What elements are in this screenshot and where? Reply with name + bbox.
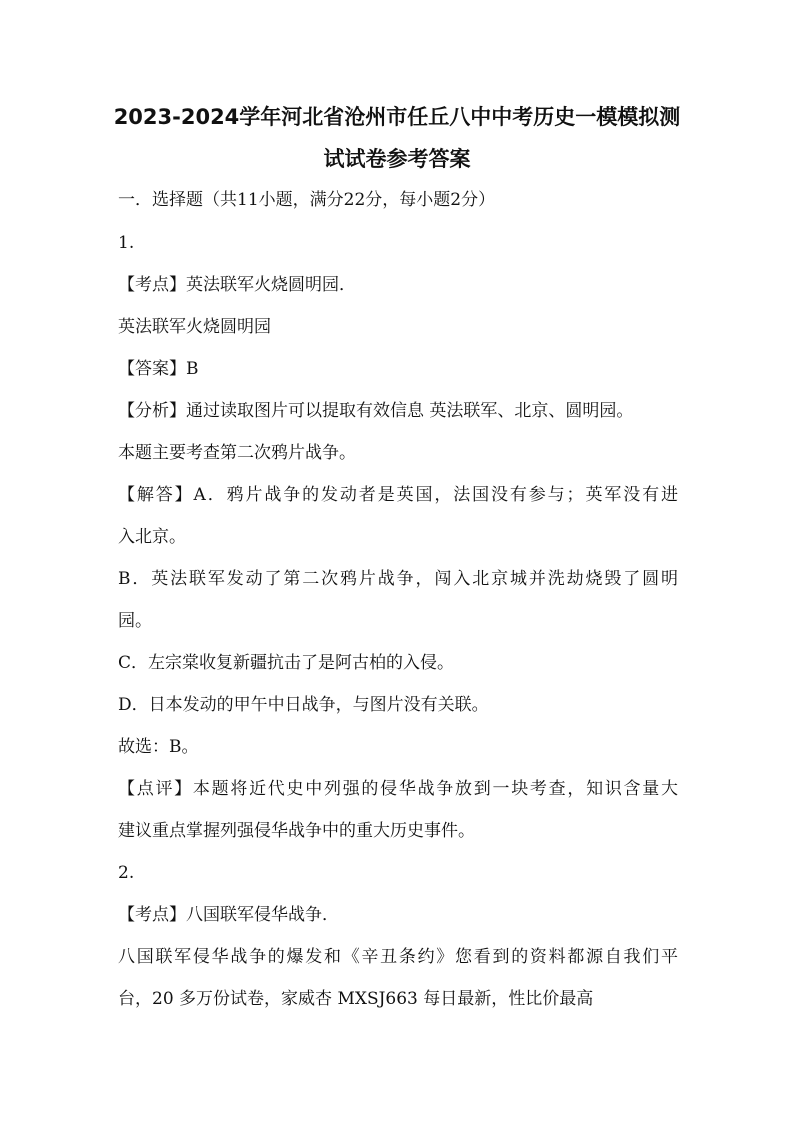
section-heading: 一．选择题（共11小题，满分22分，每小题2分） [118,190,496,210]
question-1-kaodian-detail: 英法联军火烧圆明园 [118,317,271,337]
question-1-analysis-line-2: 本题主要考查第二次鸦片战争。 [118,443,356,463]
question-1-option-d: D．日本发动的甲午中日战争，与图片没有关联。 [118,695,489,715]
document-title-line-2: 试试卷参考答案 [323,147,471,171]
question-2-number: 2. [118,863,135,883]
question-2-kaodian: 【考点】八国联军侵华战争． [118,905,339,925]
question-1-number: 1. [118,233,135,253]
question-1-option-b-line-1: B．英法联军发动了第二次鸦片战争，闯入北京城并洗劫烧毁了圆明 [118,569,678,589]
question-1-kaodian: 【考点】英法联军火烧圆明园． [118,275,356,295]
question-1-analysis-line-1: 【分析】通过读取图片可以提取有效信息 英法联军、北京、圆明园。 [118,401,634,421]
document-title-line-1: 2023-2024学年河北省沧州市任丘八中中考历史一模模拟测 [113,105,681,129]
question-1-option-b-line-2: 园。 [118,611,152,631]
question-1-option-c: C．左宗棠收复新疆抗击了是阿古柏的入侵。 [118,653,455,673]
question-2-detail-line-2: 台，20 多万份试卷，家威杏 MXSJ663 每日最新，性比价最高 [118,989,594,1009]
question-1-solution-line-2: 入北京。 [118,527,186,547]
question-1-answer: 【答案】B [118,359,199,379]
question-1-solution-line-1: 【解答】A．鸦片战争的发动者是英国，法国没有参与；英军没有进 [118,485,678,505]
question-1-comment-line-2: 建议重点掌握列强侵华战争中的重大历史事件。 [118,821,475,841]
question-2-detail-line-1: 八国联军侵华战争的爆发和《辛丑条约》您看到的资料都源自我们平 [118,947,678,967]
question-1-choice: 故选：B。 [118,737,199,757]
question-1-comment-line-1: 【点评】本题将近代史中列强的侵华战争放到一块考查，知识含量大 [118,779,678,799]
